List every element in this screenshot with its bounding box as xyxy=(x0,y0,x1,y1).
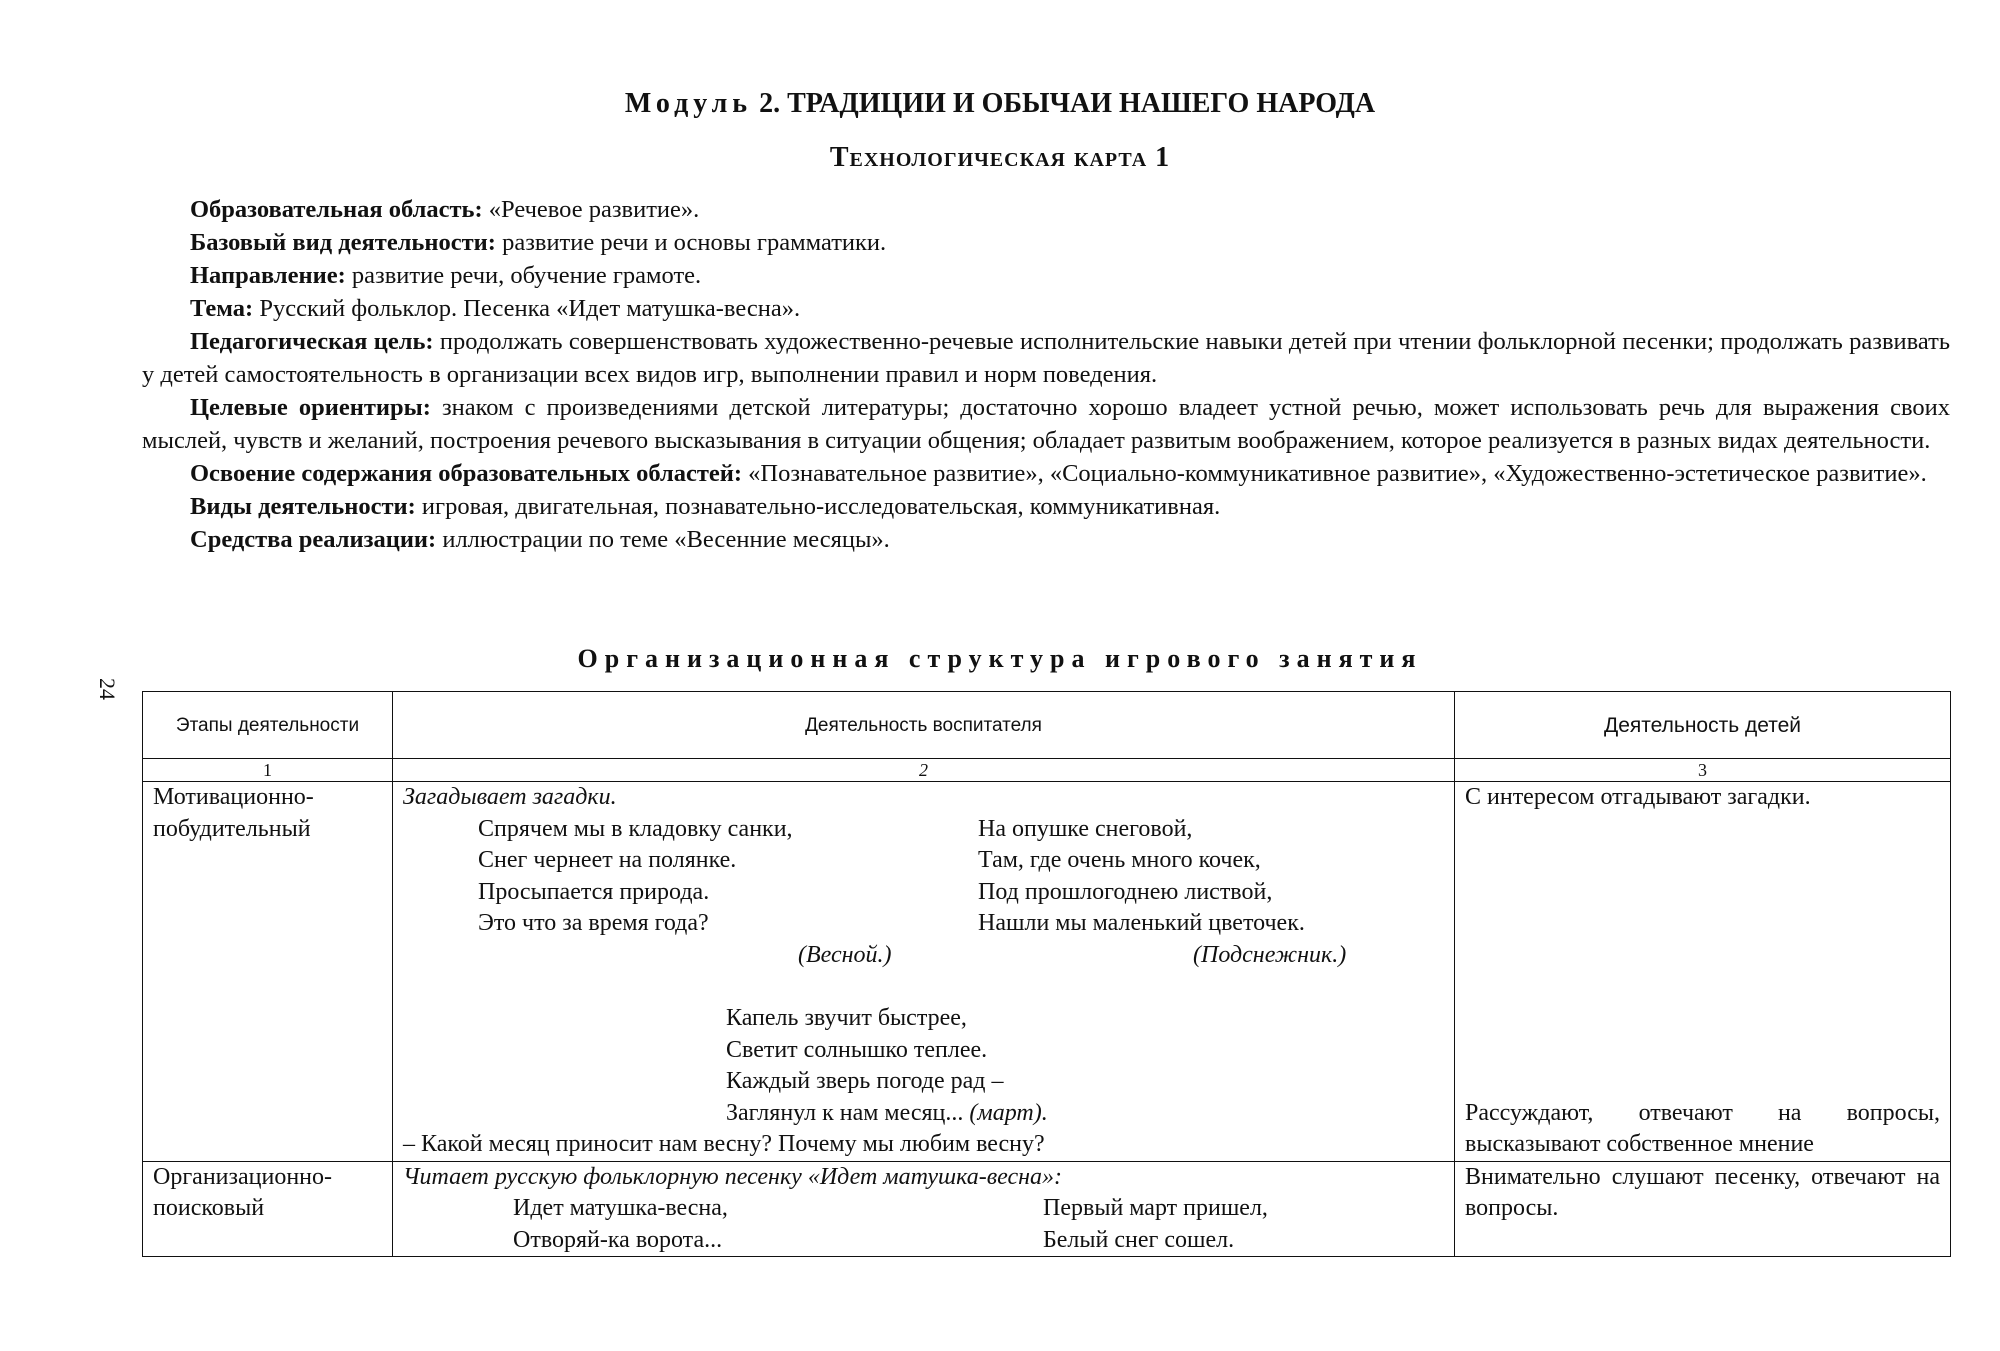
table-header-row xyxy=(143,692,1951,759)
field-means: Средства реализации: иллюстрации по теме «Весенние месяцы». xyxy=(190,526,890,553)
teacher-intro: Читает русскую фольклорную песенку «Идет матушка-весна»: xyxy=(403,1163,1063,1190)
col-number: 1 xyxy=(143,759,393,782)
children-bottom: Рассуждают, отвечают на вопросы, высказывают собственное мнение xyxy=(1465,1099,1940,1157)
module-name: 2. ТРАДИЦИИ И ОБЫЧАИ НАШЕГО НАРОДА xyxy=(759,88,1376,119)
table-row xyxy=(143,782,1951,1162)
stage-cell: Мотивационно-побудительный xyxy=(143,782,393,1162)
activity-table xyxy=(142,691,1951,1257)
table-row xyxy=(143,1161,1951,1257)
teacher-intro: Загадывает загадки. xyxy=(403,784,617,810)
teacher-cell xyxy=(393,782,1455,1162)
children-top: С интересом отгадывают загадки. xyxy=(1465,784,1811,810)
header-teacher: Деятельность воспитателя xyxy=(393,692,1455,759)
field-goal: Педагогическая цель: продолжать совершенствовать художественно-речевые исполнительские навыки детей при чтении фольклорной песенки; продолжать развивать у детей самостоятельность в организации всех видов игр, выполнении правил и норм поведения. xyxy=(142,328,1950,388)
children-cell xyxy=(1455,782,1951,1162)
module-title xyxy=(0,88,2000,120)
table-title: Организационная структура игрового занятия xyxy=(577,644,1423,673)
header-children: Деятельность детей xyxy=(1455,692,1951,759)
stage-cell: Организационно-поисковый xyxy=(143,1161,393,1257)
teacher-cell xyxy=(393,1161,1455,1257)
table-number-row xyxy=(143,759,1951,782)
song-block xyxy=(403,1193,1444,1256)
song-right: Первый март пришел, Белый снег сошел. xyxy=(1043,1195,1268,1253)
col-number: 2 xyxy=(393,759,1455,782)
map-title: Технологическая карта 1 xyxy=(829,142,1171,173)
field-areas: Освоение содержания образовательных областей: «Познавательное развитие», «Социально-коммуникативное развитие», «Художественно-эстетическое развитие». xyxy=(190,460,1927,487)
field-edu-area: Образовательная область: «Речевое развитие». xyxy=(190,196,700,223)
field-activity-type: Базовый вид деятельности: развитие речи и основы грамматики. xyxy=(190,229,887,256)
riddle-2: На опушке снеговой, Там, где очень много кочек, Под прошлогоднею листвой, Нашли мы маленький цветочек. (Подснежник.) xyxy=(978,814,1444,972)
field-direction: Направление: развитие речи, обучение грамоте. xyxy=(190,262,702,289)
field-targets: Целевые ориентиры: знаком с произведениями детской литературы; достаточно хорошо владеет устной речью, может использовать речь для выражения своих мыслей, чувств и желаний, построения речевого высказывания в ситуации общения; обладает развитым воображением, которое реализуется в разных видах деятельности. xyxy=(142,394,1951,454)
module-label: Модуль xyxy=(624,88,753,119)
song-left: Идет матушка-весна, Отворяй-ка ворота... xyxy=(513,1195,728,1253)
riddle-3: Капель звучит быстрее, Светит солнышко теплее. Каждый зверь погоде рад – Заглянул к нам месяц... (март). xyxy=(726,1005,1048,1126)
header-stages: Этапы деятельности xyxy=(143,692,393,759)
riddle-2-answer: (Подснежник.) xyxy=(1193,941,1347,968)
field-topic: Тема: Русский фольклор. Песенка «Идет матушка-весна». xyxy=(190,295,801,322)
description-block xyxy=(142,193,1950,556)
page-number: 24 xyxy=(95,678,120,700)
teacher-question: – Какой месяц приносит нам весну? Почему мы любим весну? xyxy=(403,1131,1045,1157)
field-activity-kinds: Виды деятельности: игровая, двигательная, познавательно-исследовательская, коммуникативная. xyxy=(190,493,1221,520)
riddle-1-answer: (Весной.) xyxy=(798,941,892,968)
riddle-3-answer: (март). xyxy=(969,1099,1048,1126)
riddle-1: Спрячем мы в кладовку санки, Снег чернеет на полянке. Просыпается природа. Это что за время года? (Весной.) xyxy=(403,814,978,972)
riddles-block xyxy=(403,814,1444,972)
col-number: 3 xyxy=(1455,759,1951,782)
children-cell: Внимательно слушают песенку, отвечают на вопросы. xyxy=(1455,1161,1951,1257)
